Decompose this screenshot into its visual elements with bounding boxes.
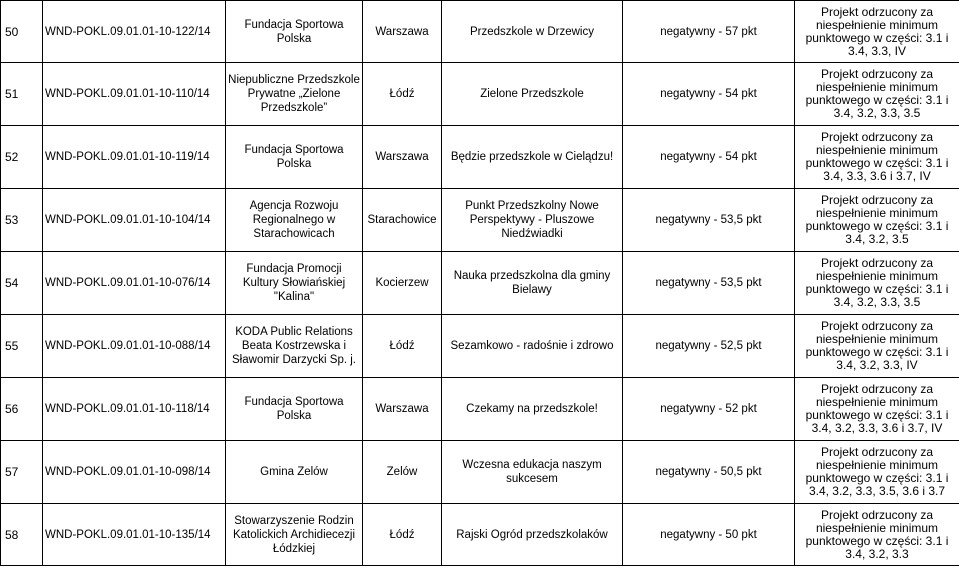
project-title: Przedszkole w Drzewicy	[442, 1, 623, 63]
applicant-name: Fundacja Sportowa Polska	[226, 126, 363, 189]
applicant-name: Fundacja Sportowa Polska	[226, 378, 363, 441]
applicant-city: Łódź	[363, 504, 442, 566]
table-row	[1, 1, 959, 63]
row-number: 56	[1, 378, 43, 441]
application-code: WND-POKL.09.01.01-10-118/14	[43, 378, 226, 441]
result-note: Projekt odrzucony za niespełnienie minimum punktowego w części: 3.1 i 3.4, 3.2, 3.3, IV	[795, 315, 959, 378]
rating: negatywny - 50 pkt	[623, 504, 795, 566]
table-row	[1, 63, 959, 126]
row-number: 57	[1, 441, 43, 504]
applicant-city: Warszawa	[363, 126, 442, 189]
result-note: Projekt odrzucony za niespełnienie minimum punktowego w części: 3.1 i 3.4, 3.3, 3.6 i 3.7, IV	[795, 126, 959, 189]
row-number: 51	[1, 63, 43, 126]
rating: negatywny - 54 pkt	[623, 63, 795, 126]
project-title: Będzie przedszkole w Cielądzu!	[442, 126, 623, 189]
table-row	[1, 504, 959, 566]
applicant-city: Starachowice	[363, 189, 442, 252]
table-row	[1, 378, 959, 441]
rating: negatywny - 53,5 pkt	[623, 252, 795, 315]
row-number: 58	[1, 504, 43, 566]
result-note: Projekt odrzucony za niespełnienie minimum punktowego w części: 3.1 i 3.4, 3.3, IV	[795, 1, 959, 63]
project-title: Sezamkowo - radośnie i zdrowo	[442, 315, 623, 378]
table-row	[1, 189, 959, 252]
applicant-city: Zelów	[363, 441, 442, 504]
row-number: 55	[1, 315, 43, 378]
applicant-city: Łódź	[363, 63, 442, 126]
result-note: Projekt odrzucony za niespełnienie minimum punktowego w części: 3.1 i 3.4, 3.2, 3.5	[795, 189, 959, 252]
rating: negatywny - 53,5 pkt	[623, 189, 795, 252]
applicant-city: Warszawa	[363, 378, 442, 441]
project-title: Punkt Przedszkolny Nowe Perspektywy - Pluszowe Niedźwiadki	[442, 189, 623, 252]
table-row	[1, 315, 959, 378]
project-title: Czekamy na przedszkole!	[442, 378, 623, 441]
rating: negatywny - 54 pkt	[623, 126, 795, 189]
application-code: WND-POKL.09.01.01-10-119/14	[43, 126, 226, 189]
applicant-name: Agencja Rozwoju Regionalnego w Starachowicach	[226, 189, 363, 252]
application-code: WND-POKL.09.01.01-10-088/14	[43, 315, 226, 378]
row-number: 53	[1, 189, 43, 252]
result-note: Projekt odrzucony za niespełnienie minimum punktowego w części: 3.1 i 3.4, 3.2, 3.3, 3.5, 3.6 i 3.7	[795, 441, 959, 504]
table-row	[1, 252, 959, 315]
applicant-name: Gmina Zelów	[226, 441, 363, 504]
result-note: Projekt odrzucony za niespełnienie minimum punktowego w części: 3.1 i 3.4, 3.2, 3.3, 3.5	[795, 252, 959, 315]
application-code: WND-POKL.09.01.01-10-076/14	[43, 252, 226, 315]
applicant-name: Fundacja Sportowa Polska	[226, 1, 363, 63]
row-number: 54	[1, 252, 43, 315]
result-note: Projekt odrzucony za niespełnienie minimum punktowego w części: 3.1 i 3.4, 3.2, 3.3	[795, 504, 959, 566]
project-title: Wczesna edukacja naszym sukcesem	[442, 441, 623, 504]
rating: negatywny - 50,5 pkt	[623, 441, 795, 504]
application-code: WND-POKL.09.01.01-10-098/14	[43, 441, 226, 504]
row-number: 52	[1, 126, 43, 189]
applicant-name: Niepubliczne Przedszkole Prywatne „Zielone Przedszkole”	[226, 63, 363, 126]
result-note: Projekt odrzucony za niespełnienie minimum punktowego w części: 3.1 i 3.4, 3.2, 3.3, 3.5	[795, 63, 959, 126]
applicant-city: Łódź	[363, 315, 442, 378]
project-title: Zielone Przedszkole	[442, 63, 623, 126]
project-title: Nauka przedszkolna dla gminy Bielawy	[442, 252, 623, 315]
applicant-city: Kocierzew	[363, 252, 442, 315]
application-code: WND-POKL.09.01.01-10-135/14	[43, 504, 226, 566]
table-row	[1, 126, 959, 189]
application-code: WND-POKL.09.01.01-10-110/14	[43, 63, 226, 126]
row-number: 50	[1, 1, 43, 63]
project-title: Rajski Ogród przedszkolaków	[442, 504, 623, 566]
table-row	[1, 441, 959, 504]
result-note: Projekt odrzucony za niespełnienie minimum punktowego w części: 3.1 i 3.4, 3.2, 3.3, 3.6 i 3.7, IV	[795, 378, 959, 441]
application-code: WND-POKL.09.01.01-10-104/14	[43, 189, 226, 252]
applicant-name: Fundacja Promocji Kultury Słowiańskiej "Kalina"	[226, 252, 363, 315]
rating: negatywny - 52,5 pkt	[623, 315, 795, 378]
applicant-name: KODA Public Relations Beata Kostrzewska i Sławomir Darzycki Sp. j.	[226, 315, 363, 378]
applicant-city: Warszawa	[363, 1, 442, 63]
applicant-name: Stowarzyszenie Rodzin Katolickich Archidiecezji Łódzkiej	[226, 504, 363, 566]
rating: negatywny - 52 pkt	[623, 378, 795, 441]
application-code: WND-POKL.09.01.01-10-122/14	[43, 1, 226, 63]
rating: negatywny - 57 pkt	[623, 1, 795, 63]
